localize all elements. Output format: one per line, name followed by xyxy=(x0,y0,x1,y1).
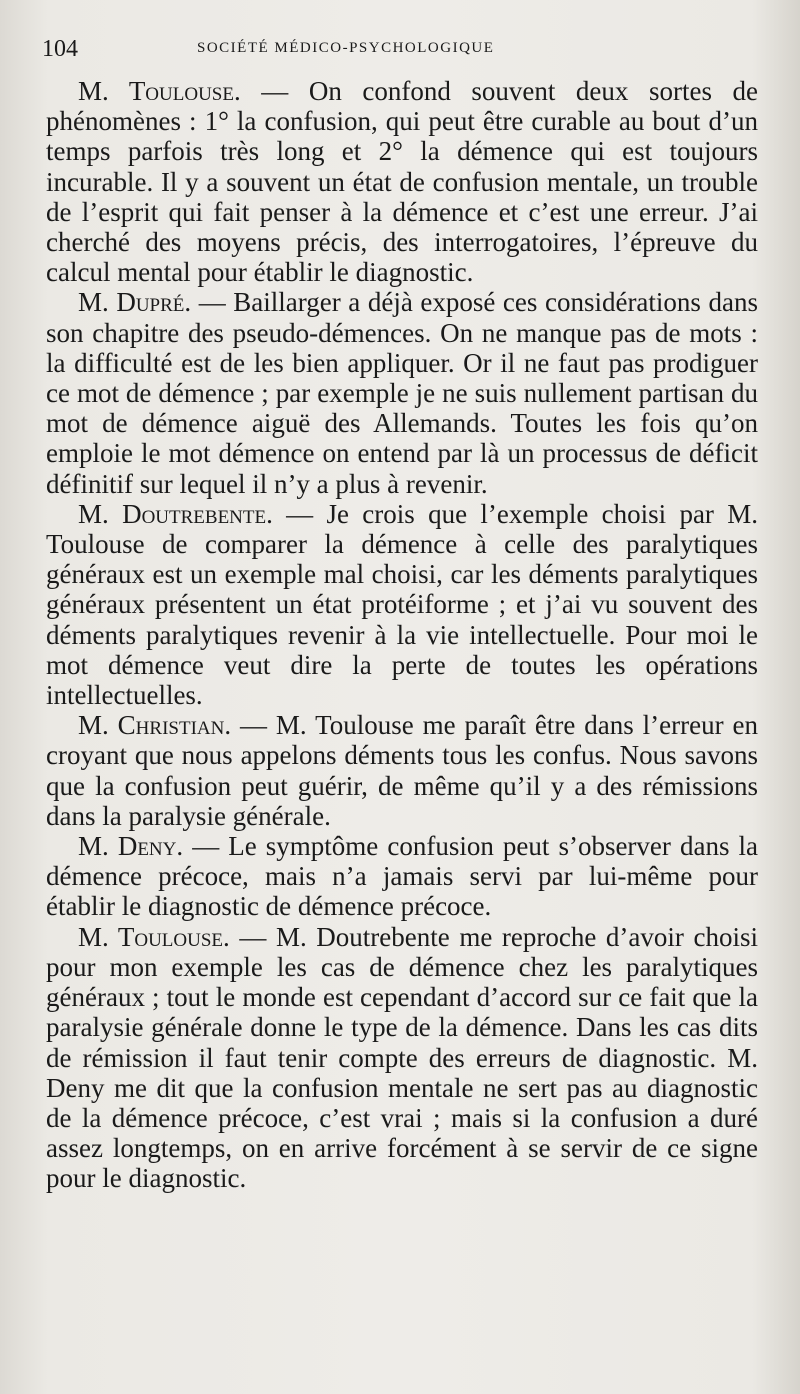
paragraph-text: — M. Doutrebente me reproche d’avoir choisi pour mon exemple les cas de démence chez les paralytiques généraux ; tout le monde est cependant d’accord sur ce fait que la paralysie générale donne le type de la démence. Dans les cas dits de rémission il faut tenir compte des erreurs de diagnostic. M. Deny me dit que la confusion mentale ne sert pas au diagnostic de la démence précoce, c’est vrai ; mais si la confusion a duré assez longtemps, on en arrive forcément à se servir de ce signe pour le diagnostic. xyxy=(46,921,758,1194)
paragraph-text: — On confond souvent deux sortes de phénomènes : 1° la confusion, qui peut être curable au bout d’un temps parfois très long et 2° la démence qui est toujours incurable. Il y a souvent un état de confusion mentale, un trouble de l’esprit qui fait penser à la démence et c’est une erreur. J’ai cherché des moyens précis, des interrogatoires, l’épreuve du calcul mental pour établir le diagnostic. xyxy=(46,76,758,288)
paragraph-toulouse-1 xyxy=(46,76,758,287)
speaker-name: M. Doutrebente. xyxy=(78,498,273,529)
speaker-name: M. Christian. xyxy=(78,710,232,741)
paragraph-text: — Baillarger a déjà exposé ces considérations dans son chapitre des pseudo-démences. On ne manque pas de mots : la difficulté est de les bien appliquer. Or il ne faut pas prodiguer ce mot de démence ; par exemple je ne suis nullement partisan du mot de démence aiguë des Allemands. Toutes les fois qu’on emploie le mot démence on entend par là un processus de déficit définitif sur lequel il n’y a plus à revenir. xyxy=(46,287,758,499)
paragraph-deny xyxy=(46,831,758,922)
paragraph-doutrebente xyxy=(46,499,758,710)
page-number: 104 xyxy=(42,36,78,62)
page-header xyxy=(42,36,758,72)
paragraph-dupre xyxy=(46,287,758,498)
speaker-name: M. Toulouse. xyxy=(78,76,241,106)
paragraph-toulouse-2 xyxy=(46,922,758,1194)
paragraph-christian xyxy=(46,710,758,831)
page-body xyxy=(46,76,758,1194)
paragraph-text: — M. Toulouse me paraît être dans l’erreur en croyant que nous appelons déments tous les confus. Nous savons que la confusion peut guérir, de même qu’il y a des rémissions dans la paralysie générale. xyxy=(46,710,758,831)
speaker-name: M. Dupré. xyxy=(78,287,192,318)
speaker-name: M. Deny. xyxy=(78,831,184,862)
running-title: SOCIÉTÉ MÉDICO-PSYCHOLOGIQUE xyxy=(197,40,495,56)
speaker-name: M. Toulouse. xyxy=(78,921,230,952)
paragraph-text: — Le symptôme confusion peut s’observer dans la démence précoce, mais n’a jamais servi par lui-même pour établir le diagnostic de démence précoce. xyxy=(46,831,758,922)
paragraph-text: — Je crois que l’exemple choisi par M. Toulouse de comparer la démence à celle des paralytiques généraux est un exemple mal choisi, car les déments paralytiques généraux présentent un état protéiforme ; et j’ai vu souvent des déments paralytiques revenir à la vie intellectuelle. Pour moi le mot démence veut dire la perte de toutes les opérations intellectuelles. xyxy=(46,498,758,711)
